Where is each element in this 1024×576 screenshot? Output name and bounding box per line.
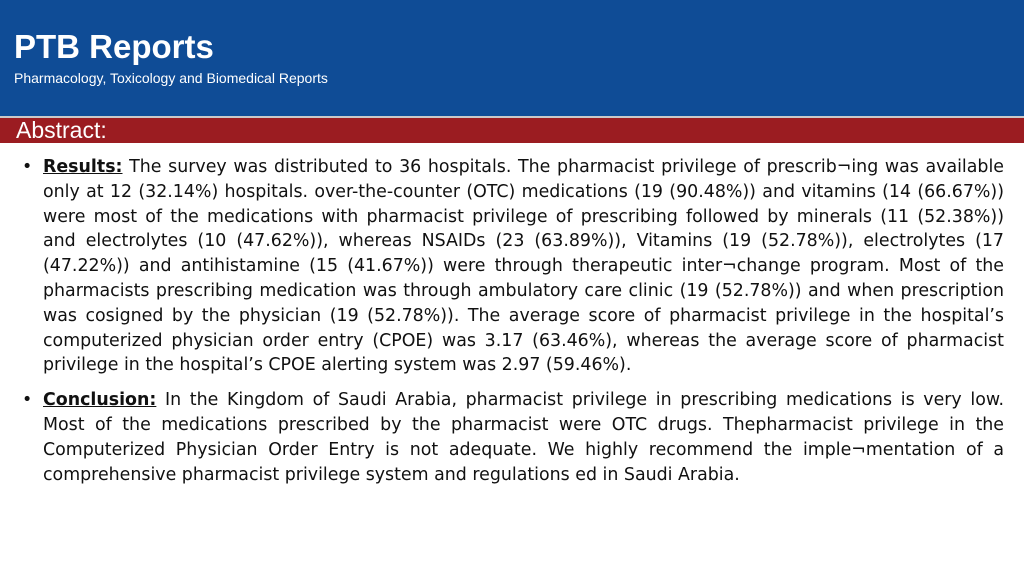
- results-bullet: [18, 155, 1004, 378]
- conclusion-bullet: [18, 388, 1004, 487]
- journal-subtitle: Pharmacology, Toxicology and Biomedical Reports: [14, 70, 328, 86]
- section-bar: [0, 116, 1024, 143]
- journal-header: [0, 0, 1024, 116]
- abstract-content: [18, 155, 1004, 497]
- conclusion-text: In the Kingdom of Saudi Arabia, pharmacist privilege in prescribing medications is very low. Most of the medications prescribed by the pharmacist were OTC drugs. Thepharmacist privilege in the Computerized Physician Order Entry is not adequate. We highly recommend the imple¬mentation of a comprehensive pharmacist privilege system and regulations ed in Saudi Arabia.: [43, 390, 1004, 485]
- results-label: Results:: [43, 157, 123, 177]
- journal-title: PTB Reports: [14, 28, 214, 65]
- conclusion-label: Conclusion:: [43, 390, 157, 411]
- section-title: Abstract:: [16, 117, 107, 143]
- bullet-icon: •: [22, 390, 33, 411]
- section-divider: [0, 116, 1024, 118]
- results-text: The survey was distributed to 36 hospitals. The pharmacist privilege of prescrib¬ing was available only at 12 (32.14%) hospitals. over-the-counter (OTC) medications (19 (90.48%)) and vitamins (14 (66.67%)) were most of the medications with pharmacist privilege of prescribing followed by minerals (11 (52.38%)) and electrolytes (10 (47.62%)), whereas NSAIDs (23 (63.89%)), Vitamins (19 (52.78%)), electrolytes (17 (47.22%)) and antihistamine (15 (41.67%)) were through therapeutic inter¬change program. Most of the pharmacists prescribing medication was through ambulatory care clinic (19 (52.78%)) and when prescription was cosigned by the physician (19 (52.78%)). The average score of pharmacist privilege in the hospital’s computerized physician order entry (CPOE) was 3.17 (63.46%), whereas the average score of pharmacist privilege in the hospital’s CPOE alerting system was 2.97 (59.46%).: [43, 157, 1004, 376]
- bullet-icon: •: [22, 157, 33, 177]
